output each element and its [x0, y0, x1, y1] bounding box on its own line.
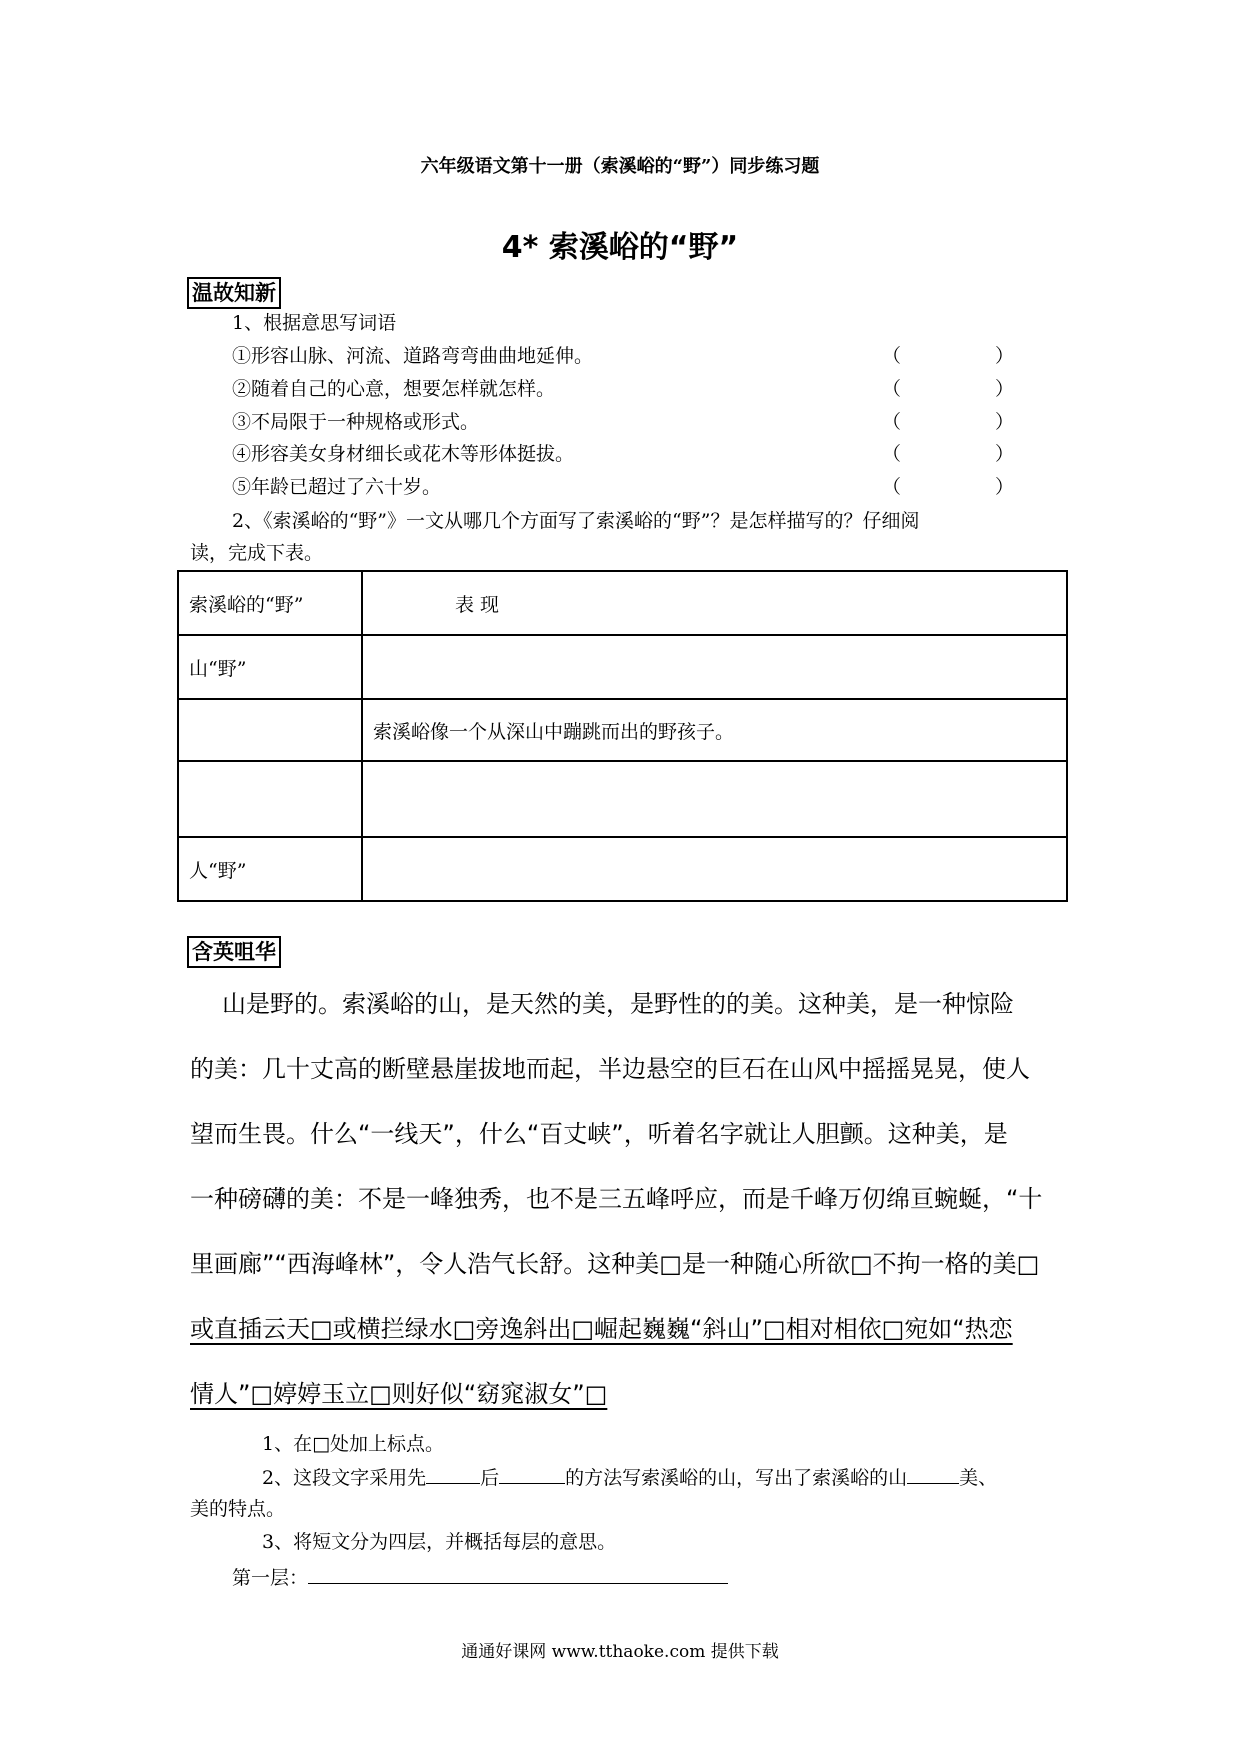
open-paren: （: [882, 443, 902, 465]
exercise-question-1: 1、在□处加上标点。: [262, 1433, 445, 1455]
answer-table: [177, 570, 1068, 902]
table-cell: [362, 761, 1067, 837]
exercise-question-3: 3、将短文分为四层，并概括每层的意思。: [262, 1531, 617, 1553]
open-paren: （: [882, 378, 902, 400]
passage-line: 望而生畏。什么“一线天”，什么“百丈峡”，听着名字就让人胆颤。这种美，是: [190, 1120, 1008, 1148]
table-header-row: [178, 571, 1067, 635]
item-text: ②随着自己的心意，想要怎样就怎样。: [232, 378, 556, 400]
question-text: 美、: [959, 1467, 998, 1489]
question-1-item: [232, 410, 1132, 434]
page-header-title: 六年级语文第十一册（索溪峪的“野”）同步练习题: [420, 156, 820, 177]
close-paren: ）: [995, 378, 1015, 400]
section-label-review: 温故知新: [187, 277, 281, 309]
table-row: [178, 699, 1067, 761]
answer-blank[interactable]: [907, 1465, 959, 1484]
table-cell: 人“野”: [178, 837, 362, 901]
item-text: ⑤年龄已超过了六十岁。: [232, 476, 442, 498]
open-paren: （: [882, 411, 902, 433]
passage-line: 一种磅礴的美：不是一峰独秀，也不是三五峰呼应，而是千峰万仞绵亘蜿蜒，“十: [190, 1185, 1043, 1213]
question-2-line-1: 2、《索溪峪的“野”》一文从哪几个方面写了索溪峪的“野”？是怎样描写的？仔细阅: [232, 510, 920, 532]
close-paren: ）: [995, 476, 1015, 498]
passage-line: 的美：几十丈高的断壁悬崖拔地而起，半边悬空的巨石在山风中摇摇晃晃，使人: [190, 1055, 1030, 1083]
reading-passage: [190, 972, 1070, 1427]
table-cell: [362, 837, 1067, 901]
passage-line: 或直插云天□或横拦绿水□旁逸斜出□崛起巍巍“斜山”□相对相依□宛如“热恋: [190, 1315, 1013, 1343]
passage-line: 山是野的。索溪峪的山，是天然的美，是野性的的美。这种美，是一种惊险: [222, 990, 1014, 1018]
question-text: 后: [480, 1467, 500, 1489]
exercise-question-2: [262, 1465, 997, 1490]
table-row: [178, 837, 1067, 901]
table-cell: [362, 635, 1067, 699]
page-footer: 通通好课网 www.tthaoke.com 提供下载: [461, 1642, 779, 1662]
table-cell: [178, 761, 362, 837]
passage-line: 里画廊”“西海峰林”，令人浩气长舒。这种美□是一种随心所欲□不拘一格的美□: [190, 1250, 1040, 1278]
exercise-question-2-line-2: 美的特点。: [190, 1498, 286, 1520]
answer-blank[interactable]: [426, 1465, 480, 1484]
question-1-item: [232, 377, 1132, 401]
question-text: 的方法写索溪峪的山，写出了索溪峪的山: [565, 1467, 908, 1489]
table-header-cell: 索溪峪的“野”: [178, 571, 362, 635]
layer-1-answer-line[interactable]: [308, 1565, 728, 1584]
question-1-item: [232, 442, 1132, 466]
layer-1-label: 第一层：: [232, 1567, 309, 1589]
table-cell: 山“野”: [178, 635, 362, 699]
question-1-item: [232, 344, 1132, 368]
close-paren: ）: [995, 345, 1015, 367]
question-1-item: [232, 475, 1132, 499]
question-2-line-2: 读，完成下表。: [190, 542, 324, 564]
close-paren: ）: [995, 443, 1015, 465]
question-1-prompt: 1、根据意思写词语: [232, 312, 397, 334]
item-text: ③不局限于一种规格或形式。: [232, 411, 480, 433]
lesson-title: 4* 索溪峪的“野”: [501, 230, 739, 265]
layer-1-row: [232, 1565, 728, 1590]
section-label-reading: 含英咀华: [187, 936, 281, 968]
question-text: 2、这段文字采用先: [262, 1467, 427, 1489]
close-paren: ）: [995, 411, 1015, 433]
open-paren: （: [882, 476, 902, 498]
passage-line: 情人”□婷婷玉立□则好似“窈窕淑女”□: [190, 1380, 608, 1408]
answer-blank[interactable]: [499, 1465, 565, 1484]
table-row: [178, 635, 1067, 699]
item-text: ④形容美女身材细长或花木等形体挺拔。: [232, 443, 575, 465]
table-cell: 索溪峪像一个从深山中蹦跳而出的野孩子。: [362, 699, 1067, 761]
table-cell: [178, 699, 362, 761]
table-header-cell: 表 现: [362, 571, 1067, 635]
table-row: [178, 761, 1067, 837]
item-text: ①形容山脉、河流、道路弯弯曲曲地延伸。: [232, 345, 594, 367]
open-paren: （: [882, 345, 902, 367]
